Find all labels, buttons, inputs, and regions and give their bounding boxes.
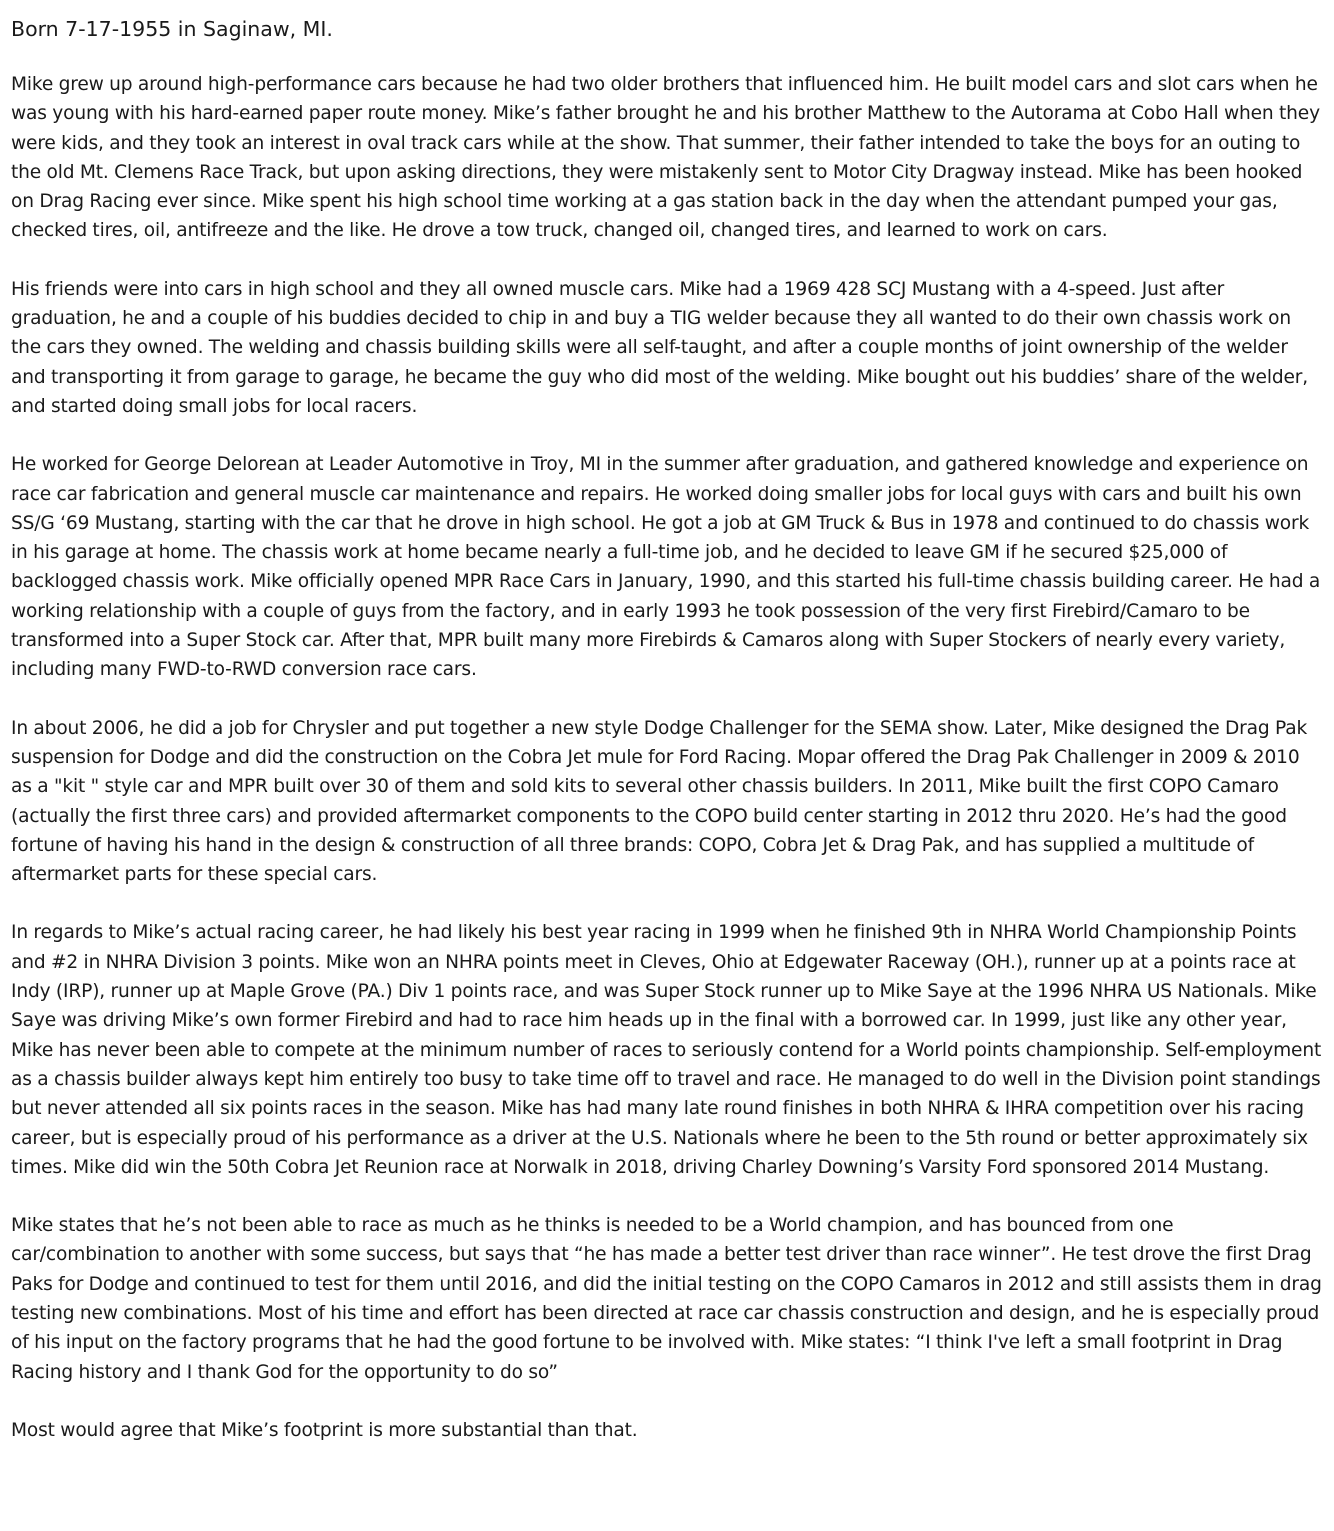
paragraph-career: He worked for George Delorean at Leader Automotive in Troy, MI in the summer after graduation, and gathered knowledge and experience on race car fabrication and general muscle car maintenance and repairs. He worked doing smaller jobs for local guys with cars and built his own SS/G ‘69 Mustang, starting with the car that he drove in high school. He got a job at GM Truck & Bus in 1978 and continued to do chassis work in his garage at home. The chassis work at home became nearly a full-time job, and he decided to leave GM if he secured $25,000 of backlogged chassis work. Mike officially opened MPR Race Cars in January, 1990, and this started his full-time chassis building career. He had a working relationship with a couple of guys from the factory, and in early 1993 he took possession of the very first Firebird/Camaro to be transformed into a Super Stock car. After that, MPR built many more Firebirds & Camaros along with Super Stockers of nearly every variety, including many FWD-to-RWD conversion race cars.	[11, 454, 1321, 681]
paragraph-test-driver: Mike states that he’s not been able to race as much as he thinks is needed to be a World champion, and has bounced from one car/combination to another with some success, but says that “he has made a better test driver than race winner”. He test drove the first Drag Paks for Dodge and continued to test for them until 2016, and did the initial testing on the COPO Camaros in 2012 and still assists them in drag testing new combinations. Most of his time and effort has been directed at race car chassis construction and design, and he is especially proud of his input on the factory programs that he had the good fortune to be involved with. Mike states: “I think I've left a small footprint in Drag Racing history and I thank God for the opportunity to do so”	[11, 1215, 1322, 1383]
paragraph-racing-career: In regards to Mike’s actual racing career, he had likely his best year racing in 1999 when he finished 9th in NHRA World Championship Points and #2 in NHRA Division 3 points. Mike won an NHRA points meet in Cleves, Ohio at Edgewater Raceway (OH.), runner up at a points race at Indy (IRP), runner up at Maple Grove (PA.) Div 1 points race, and was Super Stock runner up to Mike Saye at the 1996 NHRA US Nationals. Mike Saye was driving Mike’s own former Firebird and had to race him heads up in the final with a borrowed car. In 1999, just like any other year, Mike has never been able to compete at the minimum number of races to seriously contend for a World points championship. Self-employment as a chassis builder always kept him entirely too busy to take time off to travel and race. He managed to do well in the Division point standings but never attended all six points races in the season. Mike has had many late round finishes in both NHRA & IHRA competition over his racing career, but is especially proud of his performance as a driver at the U.S. Nationals where he been to the 5th round or better approximately six times. Mike did win the 50th Cobra Jet Reunion race at Norwalk in 2018, driving Charley Downing’s Varsity Ford sponsored 2014 Mustang.	[11, 922, 1322, 1178]
paragraph-factory-programs: In about 2006, he did a job for Chrysler and put together a new style Dodge Challenger for the SEMA show. Later, Mike designed the Drag Pak suspension for Dodge and did the construction on the Cobra Jet mule for Ford Racing. Mopar offered the Drag Pak Challenger in 2009 & 2010 as a "kit " style car and MPR built over 30 of them and sold kits to several other chassis builders. In 2011, Mike built the first COPO Camaro (actually the first three cars) and provided aftermarket components to the COPO build center starting in 2012 thru 2020. He’s had the good fortune of having his hand in the design & construction of all three brands: COPO, Cobra Jet & Drag Pak, and has supplied a multitude of aftermarket parts for these special cars.	[11, 717, 1308, 886]
paragraph-welding: His friends were into cars in high school and they all owned muscle cars. Mike had a 1969 428 SCJ Mustang with a 4-speed. Just after graduation, he and a couple of his buddies decided to chip in and buy a TIG welder because they all wanted to do their own chassis work on the cars they owned. The welding and chassis building skills were all self-taught, and after a couple months of joint ownership of the welder and transporting it from garage to garage, he became the guy who did most of the welding. Mike bought out his buddies’ share of the welder, and started doing small jobs for local racers.	[11, 278, 1309, 417]
document-title: Born 7-17-1955 in Saginaw, MI.	[11, 17, 333, 41]
paragraph-early-life: Mike grew up around high-performance cars because he had two older brothers that influenced him. He built model cars and slot cars when he was young with his hard-earned paper route money. Mike’s father brought he and his brother Matthew to the Autorama at Cobo Hall when they were kids, and they took an interest in oval track cars while at the show. That summer, their father intended to take the boys for an outing to the old Mt. Clemens Race Track, but upon asking directions, they were mistakenly sent to Motor City Dragway instead. Mike has been hooked on Drag Racing ever since. Mike spent his high school time working at a gas station back in the day when the attendant pumped your gas, checked tires, oil, antifreeze and the like. He drove a tow truck, changed oil, changed tires, and learned to work on cars.	[11, 74, 1320, 242]
paragraph-closing: Most would agree that Mike’s footprint is more substantial than that.	[11, 1419, 638, 1441]
